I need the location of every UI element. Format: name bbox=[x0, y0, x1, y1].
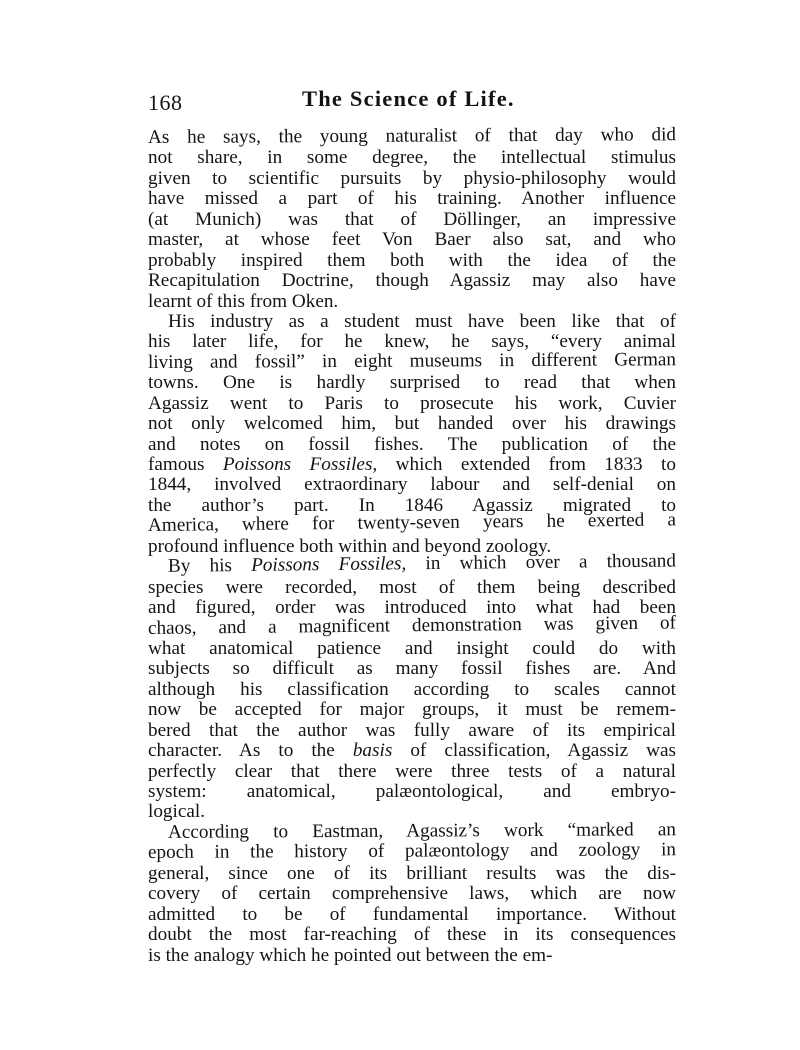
text-line: His industry as a student must have been like that of bbox=[168, 310, 676, 332]
text-line: now be accepted for major groups, it must be remem- bbox=[148, 699, 676, 721]
text-line: although his classification according to scales cannot bbox=[148, 678, 676, 700]
text-line: the author’s part. In 1846 Agassiz migrated to bbox=[148, 494, 676, 516]
text-line: By his Poissons Fossiles, in which over a thousand bbox=[167, 550, 677, 577]
body-text bbox=[147, 124, 677, 966]
text-line: towns. One is hardly surprised to read that when bbox=[148, 372, 676, 394]
text-line: system: anatomical, palæontological, and embryo- bbox=[148, 781, 676, 802]
text-line: subjects so difficult as many fossil fishes are. And bbox=[148, 658, 676, 680]
italic-title: Poissons Fossiles, bbox=[222, 454, 378, 475]
paragraph bbox=[147, 124, 677, 312]
text-line: (at Munich) was that of Döllinger, an impressive bbox=[148, 208, 676, 230]
text-line: given to scientific pursuits by physio-philosophy would bbox=[148, 167, 676, 189]
text-line: and notes on fossil fishes. The publication of the bbox=[148, 433, 676, 455]
text-line: covery of certain comprehensive laws, which are now bbox=[148, 883, 676, 905]
text-line: master, at whose feet Von Baer also sat, and who bbox=[148, 229, 676, 251]
text-line: learnt of this from Oken. bbox=[148, 290, 339, 312]
text-line: not share, in some degree, the intellectual stimulus bbox=[148, 147, 676, 169]
text-line: 1844, involved extraordinary labour and self-denial on bbox=[148, 474, 676, 496]
text-line: general, since one of its brilliant results was the dis- bbox=[148, 862, 676, 884]
paragraph bbox=[147, 550, 677, 823]
text-line: his later life, for he knew, he says, “every animal bbox=[148, 331, 676, 353]
text-line: living and fossil” in eight museums in different German bbox=[147, 349, 677, 373]
page-number: 168 bbox=[148, 90, 183, 115]
text-line: epoch in the history of palæontology and zoology in bbox=[147, 839, 677, 864]
text-line: character. As to the basis of classification, Agassiz was bbox=[148, 740, 676, 762]
text-line: is the analogy which he pointed out between the em- bbox=[148, 944, 553, 966]
paragraph bbox=[148, 312, 676, 557]
paragraph bbox=[147, 819, 677, 966]
italic-title: Poissons Fossiles, bbox=[251, 553, 407, 577]
text-line: logical. bbox=[148, 801, 206, 823]
italic-title: basis bbox=[352, 740, 393, 762]
text-line: Recapitulation Doctrine, though Agassiz may also have bbox=[148, 270, 676, 292]
text-line: America, where for twenty-seven years he exerted a bbox=[147, 509, 677, 537]
text-line: Agassiz went to Paris to prosecute his work, Cuvier bbox=[148, 392, 676, 414]
text-line: species were recorded, most of them being described bbox=[148, 576, 676, 598]
text-line: As he says, the young naturalist of that day who did bbox=[147, 124, 677, 148]
text-line: and figured, order was introduced into what had been bbox=[148, 597, 676, 619]
running-title: The Science of Life. bbox=[302, 86, 515, 111]
text-line: perfectly clear that there were three tests of a natural bbox=[148, 760, 676, 782]
text-line: probably inspired them both with the idea of the bbox=[148, 249, 676, 271]
text-line: According to Eastman, Agassiz’s work “marked an bbox=[167, 819, 677, 843]
text-line: have missed a part of his training. Another influence bbox=[148, 188, 676, 210]
text-line: chaos, and a magnificent demonstration was given of bbox=[147, 611, 677, 639]
text-line: what anatomical patience and insight could do with bbox=[148, 637, 676, 659]
text-line: doubt the most far-reaching of these in its consequences bbox=[148, 924, 676, 946]
text-line: not only welcomed him, but handed over his drawings bbox=[148, 413, 676, 435]
text-line: admitted to be of fundamental importance. Without bbox=[148, 903, 676, 925]
text-line: profound influence both within and beyond zoology. bbox=[148, 535, 552, 557]
running-head bbox=[148, 84, 676, 118]
text-line: bered that the author was fully aware of its empirical bbox=[148, 719, 676, 741]
text-line: famous Poissons Fossiles, which extended from 1833 to bbox=[148, 454, 676, 475]
